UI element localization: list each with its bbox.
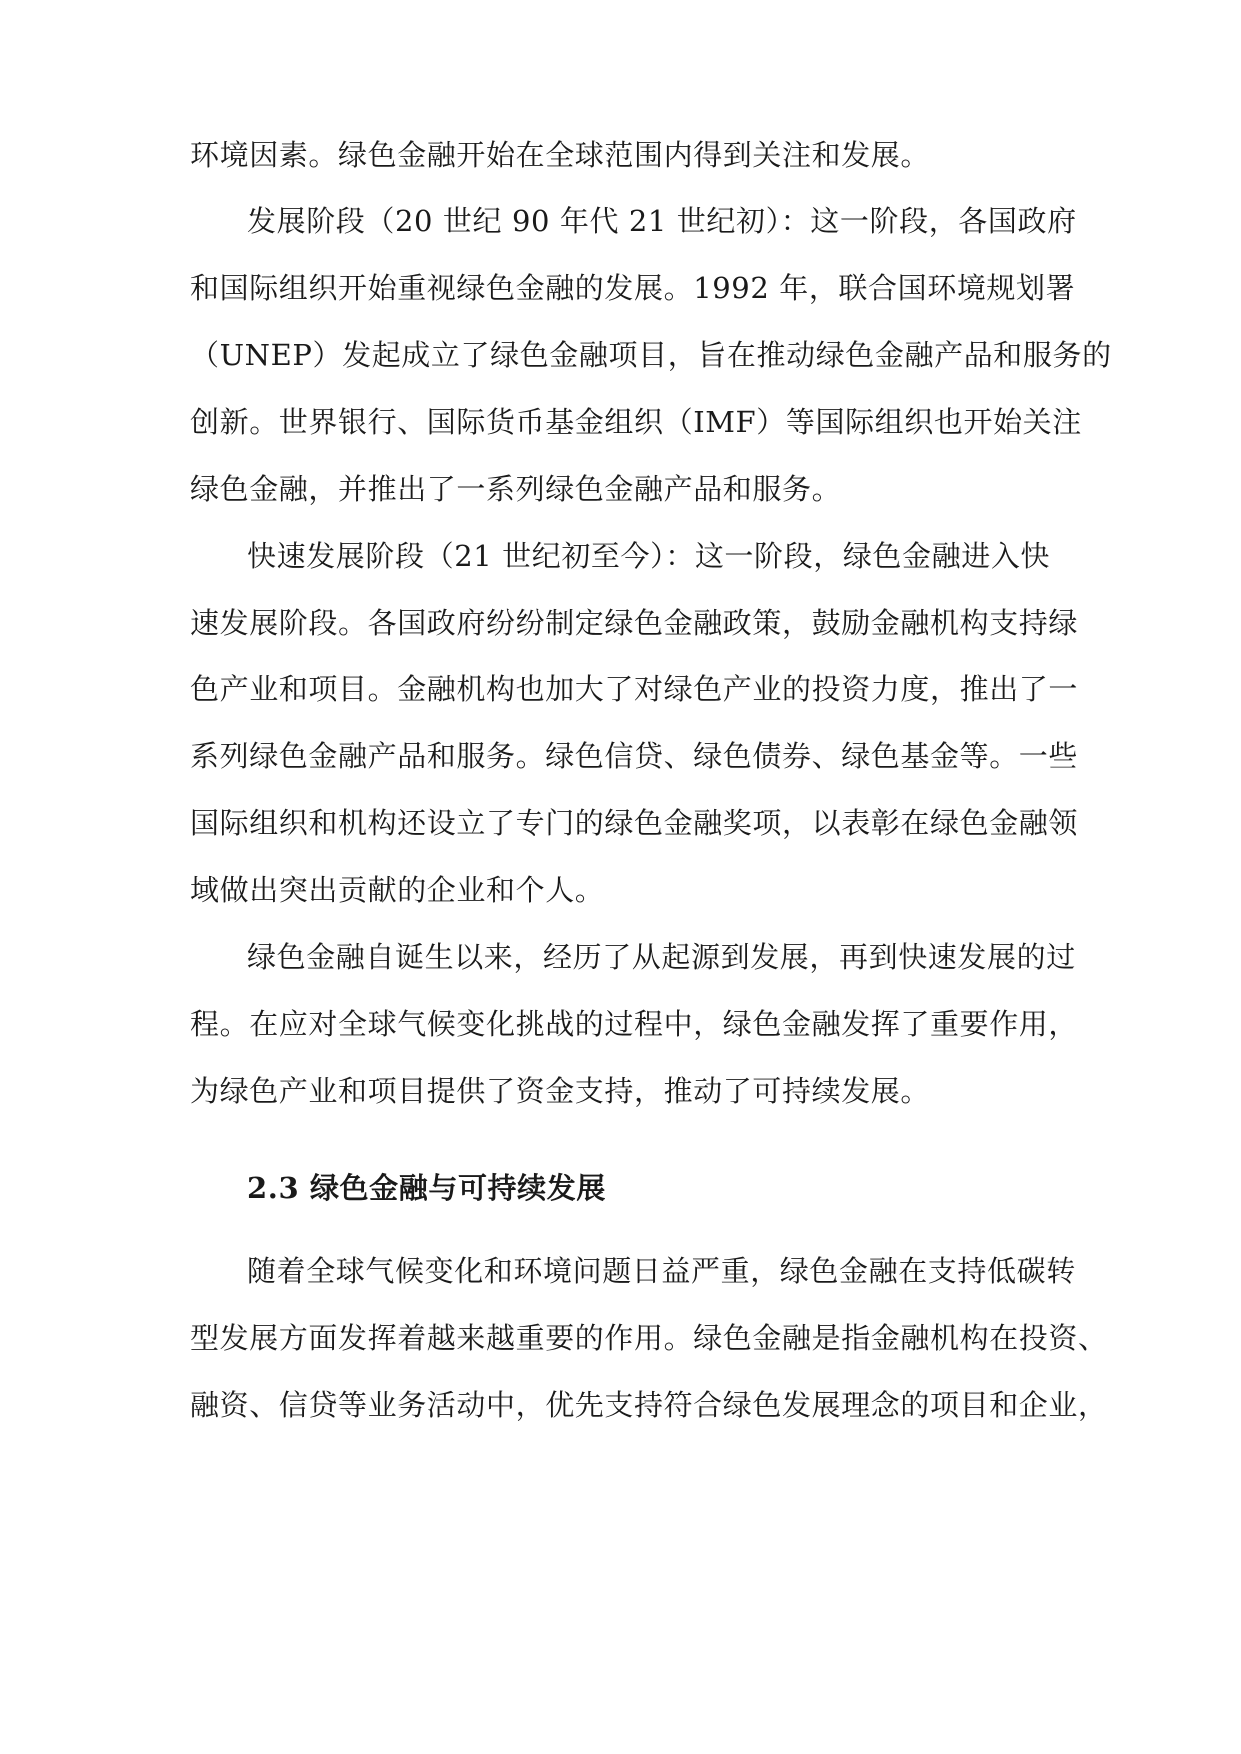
text-line: 绿色金融自诞生以来，经历了从起源到发展，再到快速发展的过 (247, 940, 1076, 974)
text-line: 为绿色产业和项目提供了资金支持，推动了可持续发展。 (190, 1074, 931, 1108)
text-line: 环境因素。绿色金融开始在全球范围内得到关注和发展。 (190, 138, 931, 172)
text-line: （UNEP）发起成立了绿色金融项目，旨在推动绿色金融产品和服务的 (190, 338, 1112, 372)
text-line: 系列绿色金融产品和服务。绿色信贷、绿色债券、绿色基金等。一些 (190, 739, 1079, 773)
text-line: 发展阶段（20 世纪 90 年代 21 世纪初）：这一阶段，各国政府 (247, 204, 1077, 238)
text-line: 快速发展阶段（21 世纪初至今）：这一阶段，绿色金融进入快 (247, 539, 1051, 573)
text-line: 和国际组织开始重视绿色金融的发展。1992 年，联合国环境规划署 (190, 271, 1076, 305)
text-line: 程。在应对全球气候变化挑战的过程中，绿色金融发挥了重要作用， (190, 1007, 1079, 1041)
text-line: 国际组织和机构还设立了专门的绿色金融奖项，以表彰在绿色金融领 (190, 806, 1079, 840)
text-line: 创新。世界银行、国际货币基金组织（IMF）等国际组织也开始关注 (190, 405, 1082, 439)
section-heading: 2.3 绿色金融与可持续发展 (247, 1171, 606, 1205)
text-line: 色产业和项目。金融机构也加大了对绿色产业的投资力度，推出了一 (190, 672, 1079, 706)
text-line: 型发展方面发挥着越来越重要的作用。绿色金融是指金融机构在投资、 (190, 1321, 1108, 1355)
text-line: 随着全球气候变化和环境问题日益严重，绿色金融在支持低碳转 (247, 1254, 1076, 1288)
text-line: 域做出突出贡献的企业和个人。 (190, 873, 605, 907)
text-line: 融资、信贷等业务活动中，优先支持符合绿色发展理念的项目和企业， (190, 1388, 1108, 1422)
text-line: 绿色金融，并推出了一系列绿色金融产品和服务。 (190, 472, 842, 506)
text-line: 速发展阶段。各国政府纷纷制定绿色金融政策，鼓励金融机构支持绿 (190, 606, 1079, 640)
